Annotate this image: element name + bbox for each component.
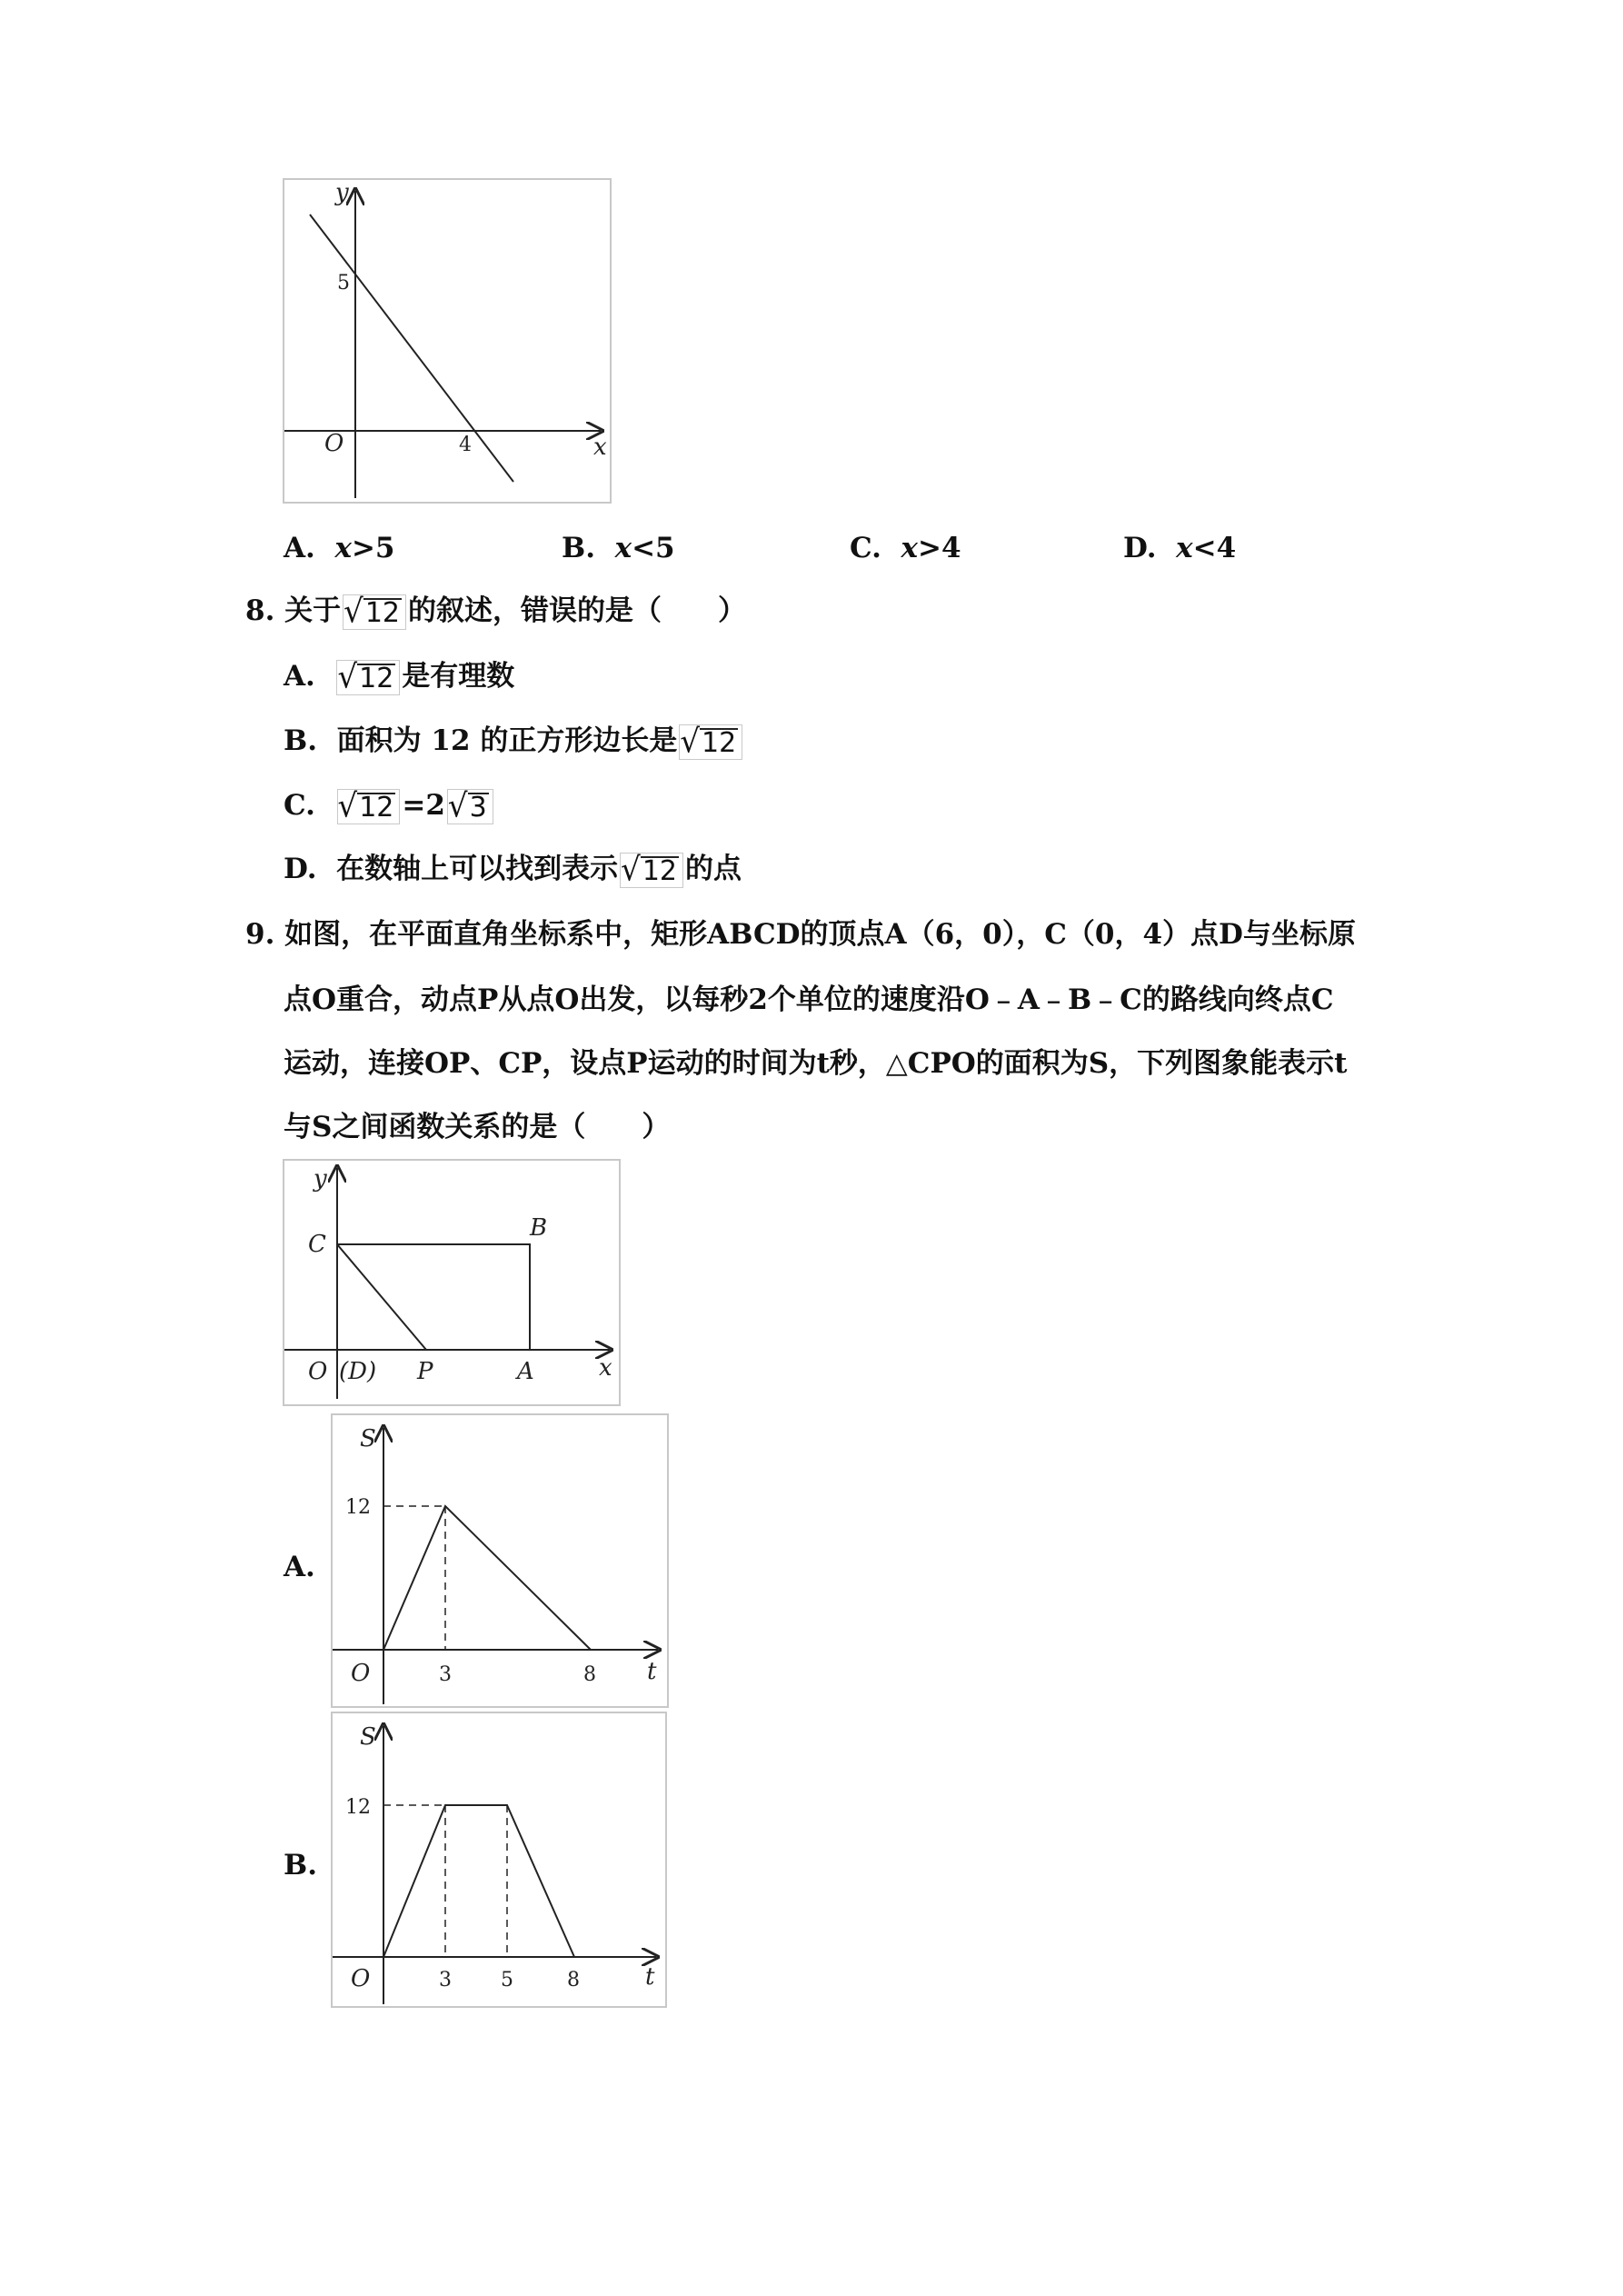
x-tick-3: 3 <box>439 1969 452 1992</box>
point-d: (D) <box>339 1358 377 1385</box>
x-tick-8: 8 <box>583 1663 596 1686</box>
q7-option-a: A. x>5 <box>284 532 395 564</box>
q9-option-a-letter: A. <box>284 1551 315 1583</box>
x-label: x <box>593 434 607 461</box>
sqrt-12: √12 <box>679 724 742 760</box>
s-label: S <box>360 1425 376 1452</box>
q9-stem-line3: 运动，连接OP、CP，设点P运动的时间为t秒，△CPO的面积为S，下列图象能表示t <box>284 1047 1348 1080</box>
t-label: t <box>647 1658 657 1685</box>
s-t-graph <box>383 1805 574 1957</box>
origin-label: O <box>324 430 344 457</box>
q9-option-a-graph <box>331 1413 669 1708</box>
point-a: A <box>517 1358 534 1385</box>
q7-option-d: D. x<4 <box>1123 532 1237 564</box>
origin-label: O <box>351 1660 371 1687</box>
q7-graph <box>283 178 612 504</box>
q8-option-c: C. √12 =2√3 <box>284 787 495 824</box>
point-c: C <box>308 1231 326 1258</box>
sqrt-12: √12 <box>620 853 683 888</box>
q8-option-d: D. 在数轴上可以找到表示√12 的点 <box>284 851 742 889</box>
s-label: S <box>360 1723 376 1751</box>
rectangle-abcd <box>337 1244 530 1350</box>
q8-stem: 8. 关于√12 的叙述，错误的是（ ） <box>245 593 747 631</box>
q8-option-a: A. √12 是有理数 <box>284 658 515 696</box>
q9-stem-line2: 点O重合，动点P从点O出发，以每秒2个单位的速度沿O﹣A﹣B﹣C的路线向终点C <box>284 983 1334 1016</box>
point-o: O <box>308 1358 328 1385</box>
q9-option-b-graph <box>331 1712 667 2008</box>
sqrt-3: √3 <box>447 789 493 824</box>
q9-option-b-letter: B. <box>284 1849 317 1882</box>
x-tick-8: 8 <box>567 1969 580 1992</box>
origin-label: O <box>351 1965 371 1992</box>
x-tick-5: 5 <box>501 1969 513 1992</box>
q9-figure <box>283 1159 621 1406</box>
q7-option-c: C. x>4 <box>850 532 961 564</box>
y-tick-12: 12 <box>345 1496 371 1519</box>
y-intercept-label: 5 <box>337 272 350 294</box>
q9-stem-line4: 与S之间函数关系的是（ ） <box>284 1111 671 1143</box>
sqrt-12: √12 <box>336 660 400 695</box>
sqrt-12: √12 <box>343 594 406 630</box>
q7-option-b: B. x<5 <box>562 532 675 564</box>
question-number: 8. <box>245 594 275 627</box>
q9-stem-line1: 9. 如图，在平面直角坐标系中，矩形ABCD的顶点A（6，0），C（0，4）点D与坐标原 <box>245 918 1356 951</box>
point-p: P <box>417 1358 433 1385</box>
y-label: y <box>335 180 349 206</box>
x-tick-3: 3 <box>439 1663 452 1686</box>
segment-cp <box>337 1244 426 1350</box>
q8-option-b: B. 面积为 12 的正方形边长是√12 <box>284 723 744 760</box>
point-b: B <box>530 1214 548 1242</box>
y-tick-12: 12 <box>345 1796 371 1819</box>
y-label: y <box>314 1165 327 1193</box>
x-label: x <box>599 1354 612 1382</box>
sqrt-12: √12 <box>337 789 401 824</box>
s-t-graph <box>383 1506 591 1650</box>
t-label: t <box>645 1963 655 1991</box>
question-number: 9. <box>245 918 275 951</box>
x-intercept-label: 4 <box>459 434 472 456</box>
